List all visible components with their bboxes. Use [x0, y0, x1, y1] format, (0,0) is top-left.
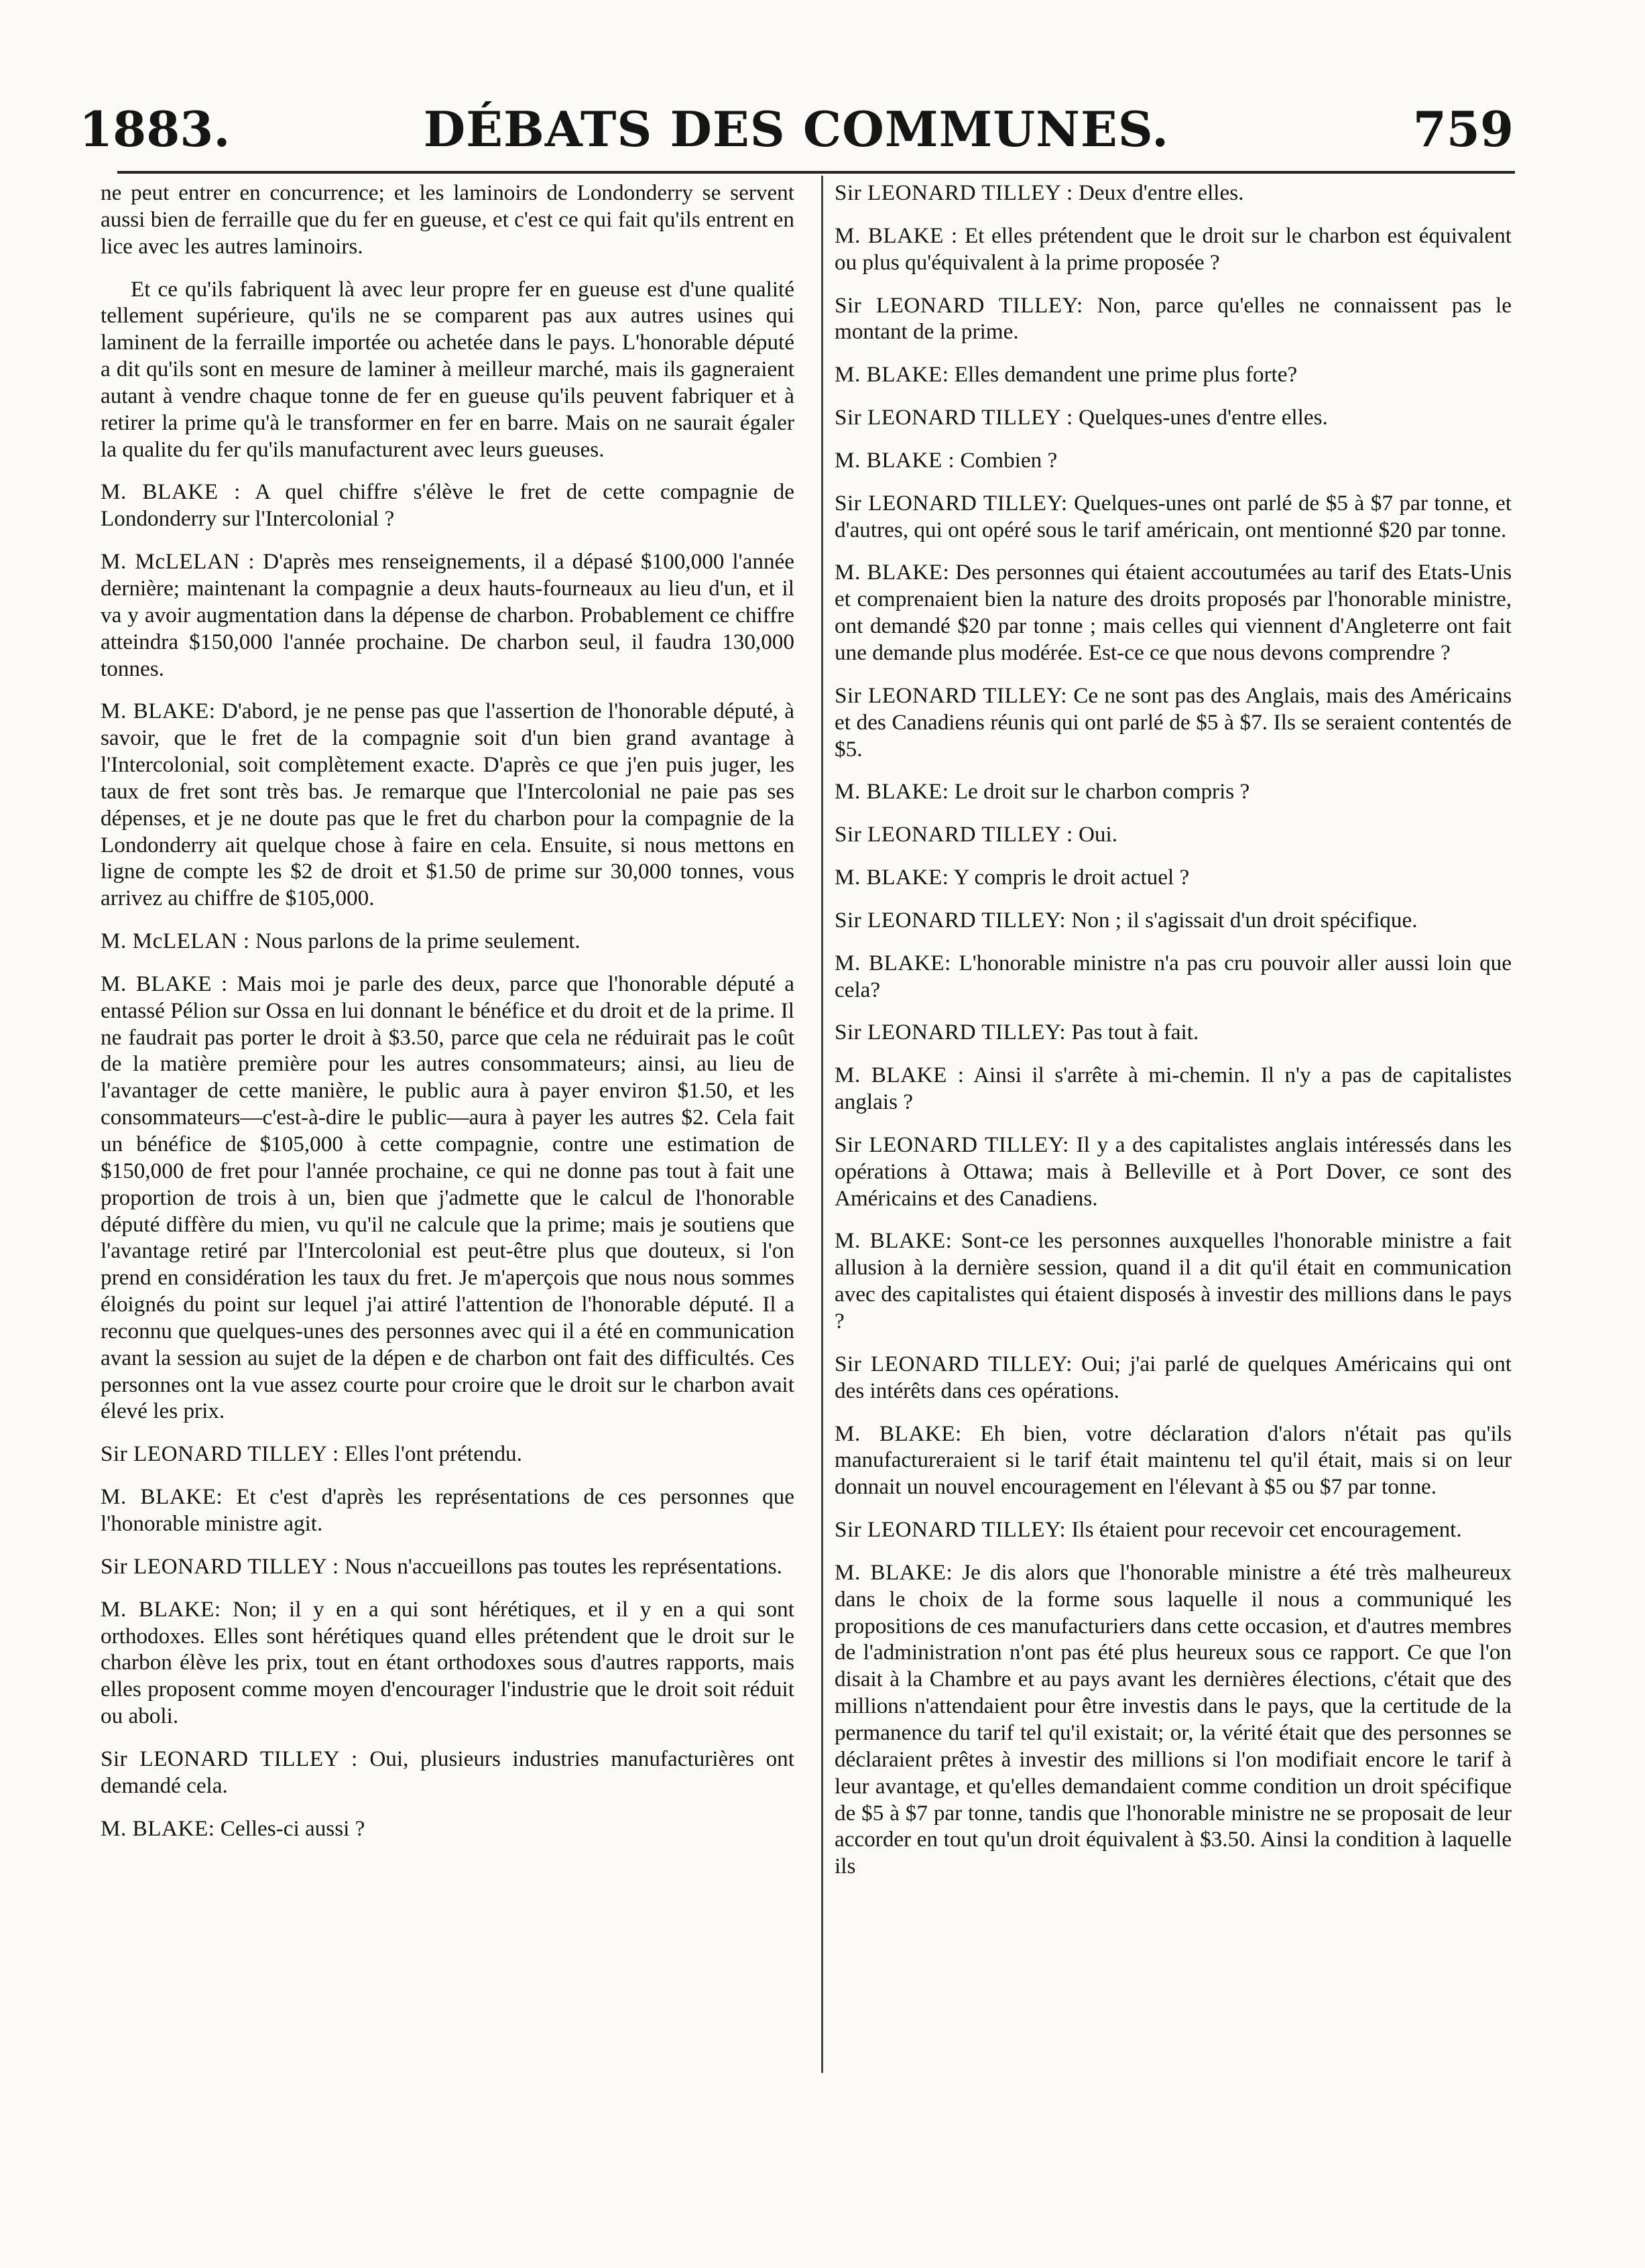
speaker-name: M. BLAKE: — [835, 865, 949, 890]
left-column — [101, 180, 794, 2077]
paragraph-text: L'honorable ministre n'a pas cru pouvoir aller aussi loin que cela? — [835, 950, 1512, 1002]
paragraph — [835, 950, 1512, 1004]
paragraph — [835, 778, 1512, 805]
paragraph-text: Nous parlons de la prime seulement. — [255, 929, 581, 954]
paragraph — [101, 1815, 794, 1842]
speaker-name: Sir LEONARD TILLEY: — [835, 907, 1067, 933]
paragraph-text: Mais moi je parle des deux, parce que l'honorable député a entassé Pélion sur Ossa en lui donnant le bénéfice et du droit et de la prime. Il ne faudrait pas porter le droit à $3.50, parce que cela ne réduirait pas le coût de la matière première pour les autres consommateurs; ainsi, au lieu de l'avantager de cette manière, le public aura à payer environ $1.50, et les consommateurs—c'est-à-dire le public—aura à payer les autres $2. Cela fait un bénéfice de $105,000 à cette compagnie, contre une estimation de $150,000 de fret pour l'année prochaine, ce qui ne donne pas tout à fait une proportion de trois à un, bien que j'admette que le calcul de l'honorable député diffère du mien, vu qu'il ne calcule que la prime; mais je soutiens que l'avantage retiré par l'Intercolonial est peut-être plus que douteux, si l'on prend en considération les taux du fret. Je m'aperçois que nous nous sommes éloignés du point sur lequel j'ai attiré l'attention de l'honorable député. Il a reconnu que quelques-unes des personnes avec qui il a été en communication avant la session au sujet de la dépen e de charbon ont fait des difficultés. Ces personnes ont la vue assez courte pour croire que le droit sur le charbon avait élevé les prix. — [101, 971, 794, 1424]
paragraph-text: Elles l'ont prétendu. — [344, 1441, 522, 1467]
paragraph — [101, 479, 794, 532]
speaker-name: M. BLAKE: — [101, 699, 216, 724]
header-title: DÉBATS DES COMMUNES. — [423, 101, 1170, 158]
paragraph-text: Non ; il s'agissait d'un droit spécifique. — [1071, 907, 1418, 933]
speaker-name: M. BLAKE: — [835, 1421, 962, 1446]
paragraph — [835, 361, 1512, 388]
speaker-name: M. BLAKE : — [835, 447, 955, 473]
paragraph — [101, 1441, 794, 1468]
paragraph-text: Deux d'entre elles. — [1078, 180, 1244, 205]
paragraph — [101, 548, 794, 682]
paragraph-text: Non; il y en a qui sont hérétiques, et il y en a qui sont orthodoxes. Elles sont hérétiques quand elles prétendent que le droit sur le charbon élève les prix, tout en étant orthodoxes sous d'autres rapports, mais elles proposent comme moyen d'encourager l'industrie que le droit soit réduit ou aboli. — [101, 1596, 794, 1729]
paragraph — [835, 864, 1512, 891]
paragraph-text: Combien ? — [960, 447, 1058, 473]
speaker-name: M. BLAKE: — [101, 1815, 215, 1841]
paragraph — [835, 404, 1512, 431]
paragraph-text: D'abord, je ne pense pas que l'assertion de l'honorable député, à savoir, que le fret de la compagnie soit d'un bien grand avantage à l'Intercolonial, soit complètement exacte. D'après ce que j'en puis juger, les taux de fret sont très bas. Je remarque que l'Intercolonial ne paie pas ses dépenses, et je ne doute pas que le fret du charbon pour la compagnie de la Londonderry ait quelque chose à faire en cela. Ensuite, si nous mettons en ligne de compte les $2 de droit et $1.50 de prime sur 30,000 tonnes, vous arrivez au chiffre de $105,000. — [101, 699, 794, 911]
paragraph-text: Des personnes qui étaient accoutumées au tarif des Etats-Unis et comprenaient bien la nature des droits proposés par l'honorable ministre, ont demandé $20 par tonne ; mais celles qui viennent d'Angleterre ont fait une demande plus modérée. Est-ce ce que nous devons comprendre ? — [835, 560, 1512, 665]
paragraph-text: Ce ne sont pas des Anglais, mais des Américains et des Canadiens réunis qui ont parlé de $5 à $7. Ils se seraient contentés de $5. — [835, 682, 1512, 762]
speaker-name: M. BLAKE : — [835, 223, 958, 248]
speaker-name: M. BLAKE: — [835, 950, 951, 975]
paragraph — [101, 180, 794, 260]
paragraph-text: Elles demandent une prime plus forte? — [954, 362, 1298, 387]
speaker-name: Sir LEONARD TILLEY: — [835, 490, 1068, 516]
speaker-name: Sir LEONARD TILLEY : — [101, 1553, 339, 1579]
speaker-name: Sir LEONARD TILLEY : — [835, 405, 1073, 430]
paragraph-text: Non, parce qu'elles ne connaissent pas le montant de la prime. — [835, 292, 1512, 345]
speaker-name: Sir LEONARD TILLEY: — [835, 1351, 1073, 1376]
paragraph — [835, 1019, 1512, 1046]
paragraph-text: Et c'est d'après les représentations de ces personnes que l'honorable ministre agit. — [101, 1484, 794, 1536]
paragraph-text: Ainsi il s'arrête à mi-chemin. Il n'y a pas de capitalistes anglais ? — [835, 1063, 1512, 1115]
speaker-name: M. McLELAN : — [101, 549, 255, 575]
paragraph-text: Ils étaient pour recevoir cet encouragement. — [1071, 1517, 1462, 1543]
paragraph-text: Eh bien, votre déclaration d'alors n'était pas qu'ils manufactureraient si le tarif était maintenu tel qu'il était, mais si on leur donnait un nouvel encouragement en l'élevant à $5 ou $7 par tonne. — [835, 1421, 1512, 1500]
speaker-name: M. BLAKE: — [101, 1596, 221, 1622]
speaker-name: M. BLAKE: — [835, 362, 949, 387]
speaker-name: M. BLAKE: — [101, 1484, 223, 1510]
paragraph-text: A quel chiffre s'élève le fret de cette compagnie de Londonderry sur l'Intercolonial ? — [101, 479, 794, 532]
paragraph — [835, 559, 1512, 666]
paragraph — [835, 1559, 1512, 1880]
paragraph — [835, 490, 1512, 544]
speaker-name: Sir LEONARD TILLEY: — [835, 292, 1083, 318]
paragraph — [101, 1746, 794, 1799]
paragraph-text: D'après mes renseignements, il a dépasé $100,000 l'année dernière; maintenant la compagnie a deux hauts-fourneaux au lieu d'un, et il va y avoir augmentation dans la dépense de charbon. Probablement ce chiffre atteindra $150,000 l'année prochaine. De charbon seul, il faudra 130,000 tonnes. — [101, 549, 794, 681]
paragraph — [835, 1421, 1512, 1501]
paragraph-text: Oui, plusieurs industries manufacturières ont demandé cela. — [101, 1746, 794, 1798]
paragraph-text: Y compris le droit actuel ? — [953, 865, 1190, 890]
speaker-name: M. BLAKE : — [835, 1063, 965, 1088]
speaker-name: M. BLAKE: — [835, 1559, 953, 1585]
paragraph-text: Et elles prétendent que le droit sur le charbon est équivalent ou plus qu'équivalent à la prime proposée ? — [835, 223, 1512, 275]
page-header — [79, 101, 1514, 168]
paragraph — [101, 928, 794, 955]
paragraph-text: Il y a des capitalistes anglais intéressés dans les opérations à Ottawa; mais à Belleville et à Port Dover, ce sont des Américains et des Canadiens. — [835, 1132, 1512, 1211]
speaker-name: M. BLAKE: — [835, 1228, 953, 1254]
speaker-name: Sir LEONARD TILLEY: — [835, 1020, 1067, 1045]
speaker-name: M. BLAKE : — [101, 479, 241, 505]
paragraph — [101, 276, 794, 463]
speaker-name: M. BLAKE: — [835, 560, 950, 585]
paragraph — [835, 1132, 1512, 1212]
paragraph-text: Oui. — [1078, 822, 1118, 847]
paragraph-text: Quelques-unes d'entre elles. — [1078, 405, 1328, 430]
paragraph — [101, 1484, 794, 1537]
paragraph — [835, 907, 1512, 934]
paragraph-text: Pas tout à fait. — [1071, 1020, 1199, 1045]
paragraph-text: Le droit sur le charbon compris ? — [954, 779, 1250, 804]
speaker-name: Sir LEONARD TILLEY: — [835, 682, 1067, 708]
paragraph-text: ne peut entrer en concurrence; et les laminoirs de Londonderry se servent aussi bien de ferraille que du fer en gueuse, et c'est ce qui fait qu'ils entrent en lice avec les autres laminoirs. — [101, 180, 794, 259]
paragraph-text: Oui; j'ai parlé de quelques Américains qui ont des intérêts dans ces opérations. — [835, 1351, 1512, 1403]
paragraph-text: Sont-ce les personnes auxquelles l'honorable ministre a fait allusion à la dernière session, quand il a dit qu'il était en communication avec des capitalistes qui étaient disposés à investir des millions dans le pays ? — [835, 1228, 1512, 1333]
column-separator — [821, 176, 823, 2073]
paragraph — [835, 821, 1512, 848]
speaker-name: Sir LEONARD TILLEY : — [835, 822, 1073, 847]
paragraph — [101, 1596, 794, 1730]
paragraph — [835, 1516, 1512, 1543]
paragraph — [101, 971, 794, 1425]
header-page-number: 759 — [1412, 101, 1514, 158]
paragraph-text: Quelques-unes ont parlé de $5 à $7 par tonne, et d'autres, qui ont opéré sous le tarif américain, ont mentionné $20 par tonne. — [835, 490, 1512, 542]
paragraph — [101, 698, 794, 912]
speaker-name: Sir LEONARD TILLEY: — [835, 1517, 1067, 1543]
paragraph — [835, 1062, 1512, 1116]
speaker-name: M. BLAKE : — [101, 971, 228, 996]
paragraph — [835, 1228, 1512, 1334]
right-column — [835, 180, 1512, 2077]
speaker-name: M. BLAKE: — [835, 779, 949, 804]
paragraph-text: Celles-ci aussi ? — [220, 1815, 365, 1841]
paragraph — [835, 1351, 1512, 1405]
paragraph — [101, 1553, 794, 1580]
speaker-name: Sir LEONARD TILLEY : — [101, 1746, 358, 1771]
paragraph — [835, 223, 1512, 276]
speaker-name: M. McLELAN : — [101, 929, 250, 954]
paragraph-text: Je dis alors que l'honorable ministre a été très malheureux dans le choix de la forme sous laquelle il nous a communiqué les propositions de ces manufacturiers dans cette occasion, et d'autres membres de l'administration n'ont pas été plus heureux sous ce rapport. Ce que l'on disait à la Chambre et au pays avant les dernières élections, c'était que des millions n'attendaient pour être investis dans le pays, que la certitude de la permanence du tarif tel qu'il existait; or, la vérité était que des personnes se déclaraient prêtes à investir des millions si l'on modifiait encore le tarif à leur avantage, et qu'elles demandaient comme condition un droit spécifique de $5 à $7 par tonne, tandis que l'honorable ministre ne se proposait de leur accorder en tout qu'un droit équivalent à $3.50. Ainsi la condition à laquelle ils — [835, 1559, 1512, 1879]
speaker-name: Sir LEONARD TILLEY : — [101, 1441, 339, 1467]
paragraph-text: Et ce qu'ils fabriquent là avec leur propre fer en gueuse est d'une qualité tellement supérieure, qu'ils ne se comparent pas aux autres usines qui laminent de la ferraille importée ou achetée dans le pays. L'honorable député a dit qu'ils sont en mesure de laminer à meilleur marché, mais ils gagneraient autant à vendre chaque tonne de fer en gueuse qu'ils peuvent fabriquer et à retirer la prime qu'à le transformer en fer en barre. Mais on ne saurait égaler la qualite du fer qu'ils manufacturent avec leurs gueuses. — [101, 276, 794, 462]
header-year: 1883. — [79, 101, 231, 158]
header-rule — [117, 171, 1515, 174]
paragraph-text: Nous n'accueillons pas toutes les représentations. — [344, 1553, 782, 1579]
speaker-name: Sir LEONARD TILLEY: — [835, 1132, 1069, 1157]
paragraph — [835, 180, 1512, 206]
speaker-name: Sir LEONARD TILLEY : — [835, 180, 1073, 205]
paragraph — [835, 292, 1512, 346]
paragraph — [835, 682, 1512, 763]
paragraph — [835, 447, 1512, 474]
